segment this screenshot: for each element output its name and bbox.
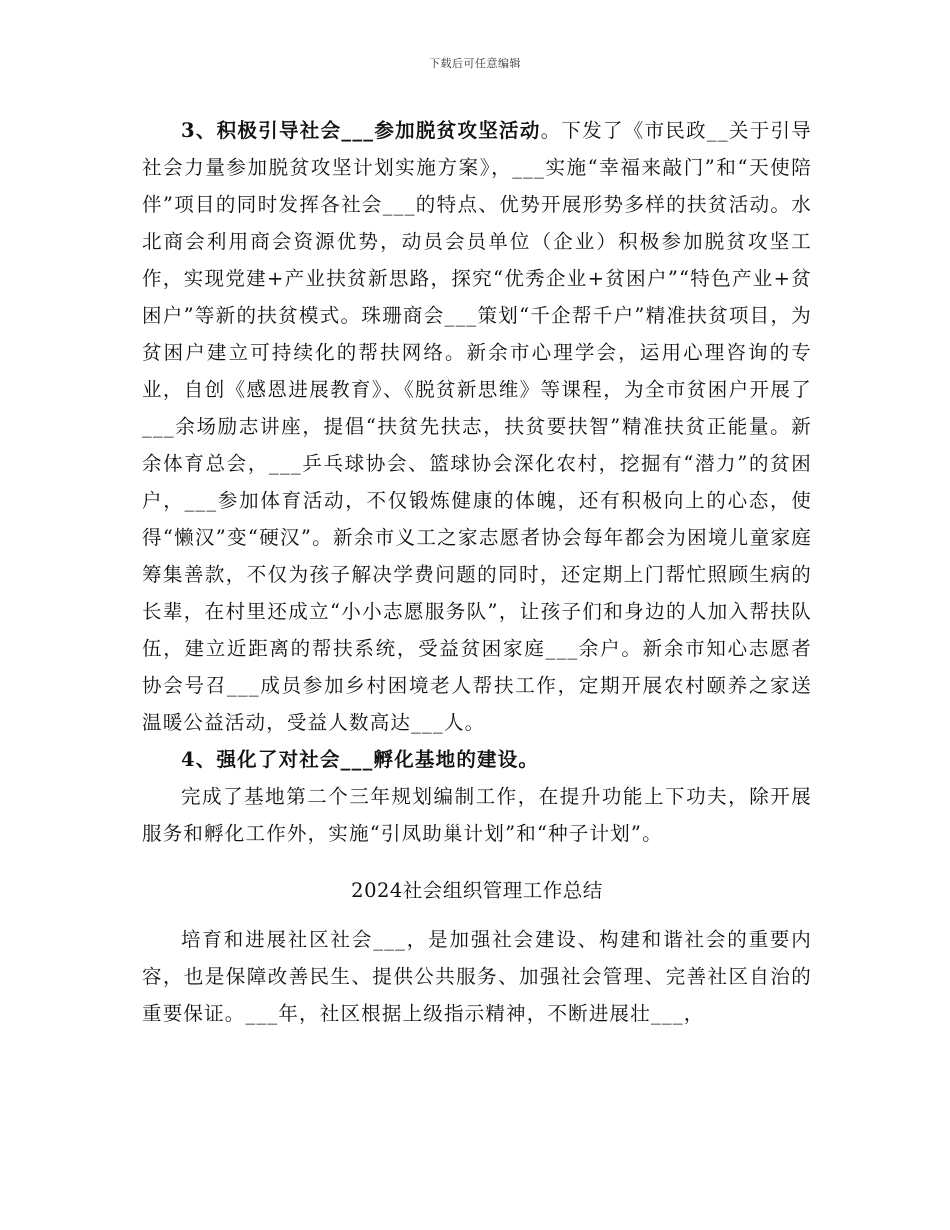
page-header: 下载后可任意编辑 xyxy=(429,57,521,70)
summary-title: 2024社会组织管理工作总结 xyxy=(351,879,603,902)
summary-paragraph: 培育和进展社区社会___，是加强社会建设、构建和谐社会的重要内容，也是保障改善民生、提供公共服务、加强社会管理、完善社区自治的重要保证。___年，社区根据上级指示精神，不断进展壮___， xyxy=(142,928,812,1025)
section-4-paragraph: 完成了基地第二个三年规划编制工作，在提升功能上下功夫，除开展服务和孵化工作外，实施“引凤助巢计划”和“种子计划”。 xyxy=(142,785,812,845)
section-3-text: 。下发了《市民政__关于引导社会力量参加脱贫攻坚计划实施方案》，___实施“幸福来敲门”和“天使陪伴”项目的同时发挥各社会___的特点、优势开展形势多样的扶贫活动。水北商会利用商会资源优势，动员会员单位（企业）积极参加脱贫攻坚工作，实现党建+产业扶贫新思路，探究“优秀企业+贫困户”“特色产业+贫困户”等新的扶贫模式。珠珊商会___策划“千企帮千户”精准扶贫项目，为贫困户建立可持续化的帮扶网络。新余市心理学会，运用心理咨询的专业，自创《感恩进展教育》、《脱贫新思维》等课程，为全市贫困户开展了___余场励志讲座，提倡“扶贫先扶志，扶贫要扶智”精准扶贫正能量。新余体育总会，___乒乓球协会、篮球协会深化农村，挖掘有“潜力”的贫困户，___参加体育活动，不仅锻炼健康的体魄，还有积极向上的心态，使得“懒汉”变“硬汉”。新余市义工之家志愿者协会每年都会为困境儿童家庭筹集善款，不仅为孩子解决学费问题的同时，还定期上门帮忙照顾生病的长辈，在村里还成立“小小志愿服务队”，让孩子们和身边的人加入帮扶队伍，建立近距离的帮扶系统，受益贫困家庭___余户。新余市知心志愿者协会号召___成员参加乡村困境老人帮扶工作，定期开展农村颐养之家送温暖公益活动，受益人数高达___人。 xyxy=(142,119,812,734)
section-3-heading: 3、积极引导社会___参加脱贫攻坚活动 xyxy=(181,119,541,142)
document-body xyxy=(142,112,812,1032)
section-3-paragraph xyxy=(142,112,812,741)
section-4-heading: 4、强化了对社会___孵化基地的建设。 xyxy=(181,748,540,771)
